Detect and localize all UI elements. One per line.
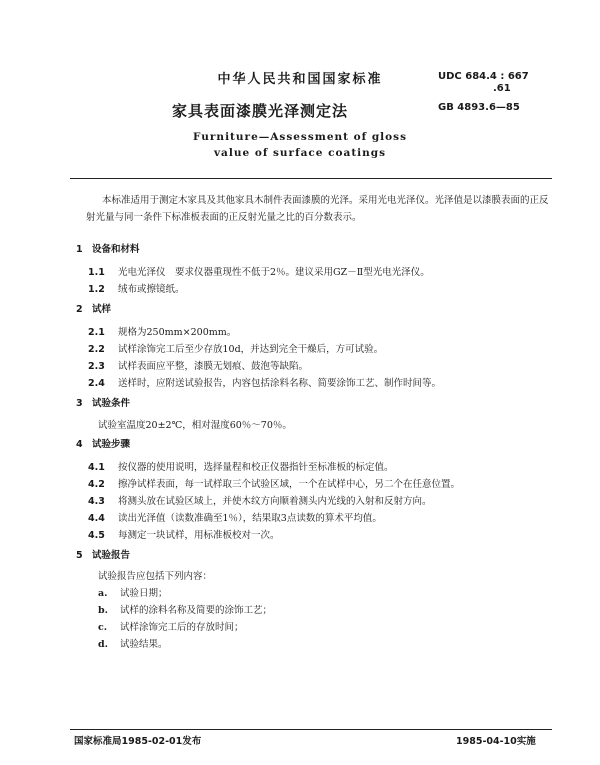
item-text: 试验结果。: [120, 639, 168, 650]
item-number: 2.4: [88, 378, 105, 389]
item-text: 将测头放在试验区域上，并使木纹方向顺着测头内光线的入射和反射方向。: [118, 496, 432, 507]
section-number: 2: [76, 304, 83, 315]
section-number: 1: [76, 244, 83, 255]
report-item: [98, 602, 272, 616]
section-number: 3: [76, 398, 83, 409]
list-item: [88, 281, 185, 295]
list-item: [88, 341, 383, 355]
item-number: 4.5: [88, 530, 105, 541]
section-number: 5: [76, 550, 83, 561]
item-text: 试样涂饰完工后的存放时间；: [120, 622, 244, 633]
list-item: [88, 358, 308, 372]
report-item: [98, 585, 168, 599]
section-title: 试验报告: [92, 550, 131, 561]
udc-code: UDC 684.4 : 667: [438, 71, 529, 82]
item-number: 2.2: [88, 344, 105, 355]
section-1-heading: [76, 241, 140, 255]
section-3-text: 试验室温度20±2℃，相对湿度60％～70％。: [98, 420, 292, 431]
item-text: 每测定一块试样，用标准板校对一次。: [118, 530, 280, 541]
section-5-heading: [76, 547, 130, 561]
intro-paragraph: 本标准适用于测定木家具及其他家具木制件表面漆膜的光泽。采用光电光泽仪。光泽值是以漆膜表面的正反射光量与同一条件下标准板表面的正反射光量之比的百分数表示。: [86, 195, 549, 223]
list-item: [88, 459, 394, 473]
section-2-heading: [76, 301, 111, 315]
issue-date: 国家标准局1985-02-01发布: [74, 736, 202, 747]
effective-date: 1985-04-10实施: [456, 736, 536, 747]
item-number: 2.3: [88, 361, 105, 372]
item-number: 4.1: [88, 462, 105, 473]
item-text: 读出光泽值（读数准确至1％），结果取3点读数的算术平均值。: [118, 513, 382, 524]
item-letter: d.: [98, 639, 108, 650]
section-title: 设备和材料: [92, 244, 140, 255]
section-3-heading: [76, 395, 130, 409]
item-letter: b.: [98, 605, 108, 616]
report-item: [98, 636, 168, 650]
item-number: 1.2: [88, 284, 105, 295]
list-item: [88, 510, 382, 524]
document-title-en-line2: value of surface coatings: [213, 147, 387, 159]
item-text: 规格为250mm×200mm。: [118, 327, 237, 338]
item-text: 试样表面应平整，漆膜无划痕、鼓泡等缺陷。: [118, 361, 309, 372]
item-number: 4.3: [88, 496, 105, 507]
document-title-cn: 家具表面漆膜光泽测定法: [172, 102, 349, 120]
document-title-en-line1: Furniture—Assessment of gloss: [193, 131, 407, 143]
list-item: [88, 324, 236, 338]
section-title: 试样: [92, 304, 112, 315]
gb-code: GB 4893.6—85: [438, 102, 520, 113]
list-item: [88, 527, 280, 541]
report-item: [98, 619, 244, 633]
list-item: [88, 493, 432, 507]
header-divider: [70, 178, 552, 179]
item-text: 送样时，应附送试验报告，内容包括涂料名称、简要涂饰工艺、制作时间等。: [118, 378, 442, 389]
section-4-heading: [76, 436, 130, 450]
item-text: 绒布或擦镜纸。: [118, 284, 185, 295]
item-text: 擦净试样表面，每一试样取三个试验区域，一个在试样中心，另二个在任意位置。: [118, 479, 461, 490]
list-item: [88, 375, 441, 389]
list-item: [88, 476, 460, 490]
section-title: 试验步骤: [92, 439, 131, 450]
udc-code-continued: .61: [493, 83, 511, 94]
footer-divider: [70, 729, 552, 730]
item-text: 试样的涂料名称及简要的涂饰工艺；: [120, 605, 273, 616]
section-5-text: 试验报告应包括下列内容：: [98, 571, 213, 582]
item-letter: c.: [98, 622, 108, 633]
item-text: 试样涂饰完工后至少存放10d，并达到完全干燥后，方可试验。: [118, 344, 384, 355]
item-letter: a.: [98, 588, 108, 599]
list-item: [88, 264, 430, 278]
item-text: 按仪器的使用说明，选择量程和校正仪器指针至标准板的标定值。: [118, 462, 394, 473]
item-number: 1.1: [88, 267, 105, 278]
section-title: 试验条件: [92, 398, 131, 409]
item-number: 2.1: [88, 327, 105, 338]
item-number: 4.2: [88, 479, 105, 490]
national-standard-heading: 中华人民共和国国家标准: [217, 72, 383, 87]
section-number: 4: [76, 439, 83, 450]
item-text: 光电光泽仪 要求仪器重现性不低于2％。建议采用GZ－Ⅱ型光电光泽仪。: [118, 267, 430, 278]
item-number: 4.4: [88, 513, 105, 524]
item-text: 试验日期；: [120, 588, 168, 599]
